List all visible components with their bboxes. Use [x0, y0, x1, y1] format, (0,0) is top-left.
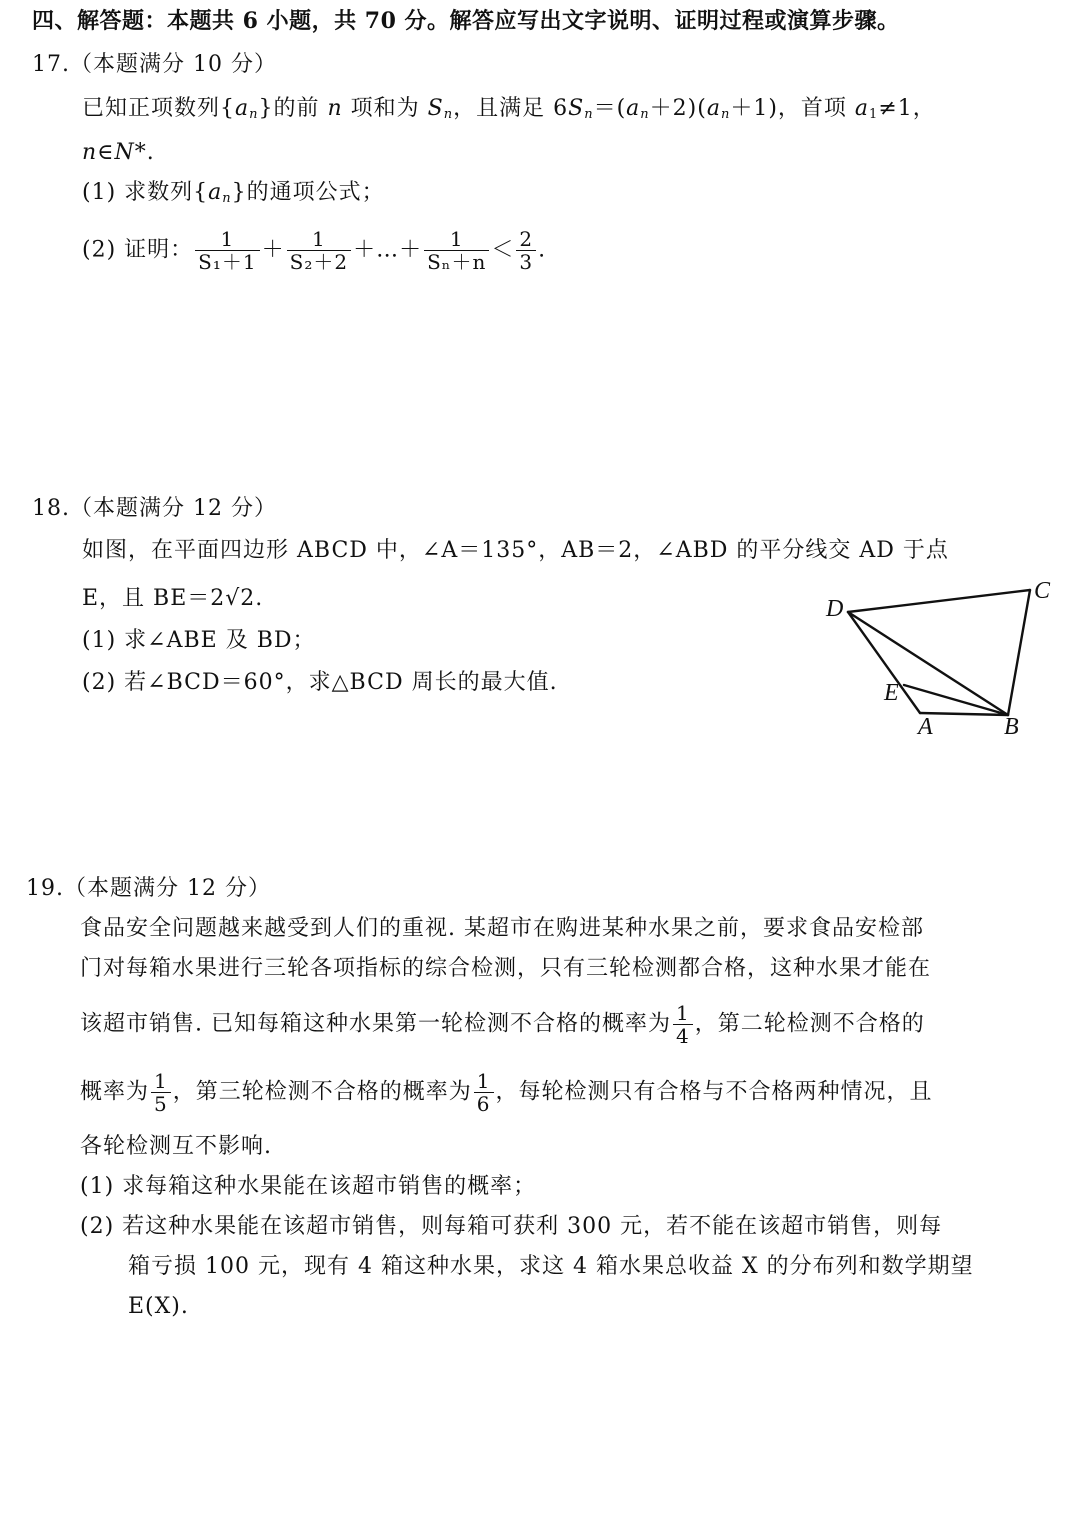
q17-part1: (1) 求数列$\{a_n\}$的通项公式；	[82, 180, 385, 206]
q17-stem-text: N	[114, 140, 135, 165]
segment-cb	[1008, 590, 1030, 715]
q17-points: （本题满分 10 分）	[70, 52, 277, 77]
q17-stem-text: ＋2)(	[649, 96, 707, 121]
fraction-numerator: 1	[673, 1002, 693, 1025]
q17-part1-text: }的通项公式；	[231, 180, 385, 205]
q18-stem-line1: 如图，在平面四边形 ABCD 中，∠A＝135°，AB＝2，∠ABD 的平分线交 AD 于点	[82, 538, 949, 563]
q17-stem-text: ≠1，	[878, 96, 936, 121]
q19-part2-line3: E(X).	[128, 1294, 189, 1319]
q17-stem-text: ，且满足 6	[453, 96, 569, 121]
q19-points: （本题满分 12 分）	[64, 876, 271, 901]
q19-stem-text: 概率为	[80, 1079, 150, 1105]
fraction-1-over-5	[151, 1070, 171, 1115]
q19-stem-line3	[80, 1002, 925, 1047]
label-d: D	[826, 596, 844, 622]
q19-stem-text: ，每轮检测只有合格与不合格两种情况，且	[495, 1079, 933, 1105]
q17-stem-text: }的前	[258, 96, 328, 121]
fraction-1-over-4	[673, 1002, 693, 1047]
q19-stem-line1: 食品安全问题越来越受到人们的重视. 某超市在购进某种水果之前，要求食品安检部	[80, 916, 924, 941]
q17-part1-text: (1) 求数列{	[82, 180, 209, 205]
section-heading: 四、解答题：本题共 6 小题，共 70 分。解答应写出文字说明、证明过程或演算步骤。	[32, 8, 900, 34]
fraction-1-over-sn	[424, 228, 489, 273]
fraction-denominator: S₁＋1	[198, 250, 257, 274]
q17-stem-line2: n∈N*.	[82, 140, 155, 165]
q19-part2-line2: 箱亏损 100 元，现有 4 箱这种水果，求这 4 箱水果总收益 X 的分布列和数学期望	[128, 1254, 974, 1279]
q19-number: 19.	[26, 876, 64, 901]
q18-points: （本题满分 12 分）	[70, 496, 277, 521]
fraction-numerator: 2	[516, 228, 536, 251]
q18-number: 18.	[32, 496, 70, 521]
q17-part2	[82, 228, 546, 273]
q19-stem-line2: 门对每箱水果进行三轮各项指标的综合检测，只有三轮检测都合格，这种水果才能在	[80, 956, 932, 981]
less-than-sign: ＜	[491, 237, 515, 263]
q19-stem-text: 该超市销售. 已知每箱这种水果第一轮检测不合格的概率为	[80, 1011, 671, 1037]
q19-header	[26, 874, 271, 904]
label-e: E	[884, 680, 899, 706]
q18-part1: (1) 求∠ABE 及 BD；	[82, 628, 316, 653]
fraction-1-over-s2	[287, 228, 351, 273]
fraction-numerator: 1	[151, 1070, 171, 1093]
fraction-2-over-3	[516, 228, 536, 273]
label-c: C	[1034, 578, 1051, 604]
fraction-numerator: 1	[474, 1070, 494, 1093]
q17-part2-label: (2) 证明：	[82, 237, 194, 263]
q18-stem-line2	[82, 584, 263, 614]
q19-part2-line1: (2) 若这种水果能在该超市销售，则每箱可获利 300 元，若不能在该超市销售，则每	[80, 1214, 943, 1239]
quadrilateral-figure	[818, 572, 1068, 742]
segment-db	[848, 612, 1008, 715]
segment-ab	[920, 713, 1008, 715]
fraction-numerator: 1	[195, 228, 259, 251]
fraction-numerator: 1	[287, 228, 351, 251]
fraction-denominator: 5	[154, 1092, 168, 1116]
q18-stem-text: .	[255, 586, 264, 611]
label-b: B	[1004, 714, 1019, 740]
q19-part1: (1) 求每箱这种水果能在该超市销售的概率；	[80, 1174, 537, 1199]
fraction-denominator: 6	[476, 1092, 491, 1116]
fraction-denominator: 4	[676, 1024, 690, 1048]
fraction-1-over-s1	[195, 228, 259, 273]
q19-stem-line4	[80, 1070, 933, 1115]
fraction-1-over-6	[474, 1070, 494, 1115]
sqrt-two: √2	[225, 586, 256, 611]
q17-stem-text: ＋1)，首项	[730, 96, 855, 121]
q19-stem-text: ，第二轮检测不合格的	[694, 1011, 925, 1037]
q17-stem-text: ＝(	[593, 96, 627, 121]
q17-stem: 已知正项数列$\{a_n\}$的前 n 项和为 $S_n$，且满足 $6S_n=(a_n+2)(a_n+1)$，首项 $a_1\ne 1$，	[82, 96, 936, 122]
fraction-denominator: 3	[519, 250, 534, 274]
q19-stem-line5: 各轮检测互不影响.	[80, 1134, 272, 1159]
q18-stem-text: E，且 BE＝2	[82, 586, 226, 611]
q19-stem-text: ，第三轮检测不合格的概率为	[172, 1079, 472, 1105]
q17-number: 17.	[32, 52, 70, 77]
label-a: A	[918, 714, 933, 740]
q17-header	[32, 50, 277, 80]
segment-dc	[848, 590, 1030, 612]
q18-part2: (2) 若∠BCD＝60°，求△BCD 周长的最大值.	[82, 670, 558, 695]
fraction-denominator: S₂＋2	[289, 250, 349, 274]
plus-sign: ＋	[261, 237, 285, 263]
q17-stem-text: 项和为	[342, 96, 428, 121]
ellipsis-sum: ＋…＋	[353, 237, 423, 263]
fraction-denominator: Sₙ＋n	[427, 250, 487, 274]
q18-header	[32, 494, 277, 524]
period: .	[538, 237, 547, 263]
q17-stem-text: 已知正项数列{	[82, 96, 235, 121]
q17-stem-text: *.	[134, 140, 155, 165]
q17-stem-text: ∈	[97, 140, 115, 165]
fraction-numerator: 1	[424, 228, 489, 251]
